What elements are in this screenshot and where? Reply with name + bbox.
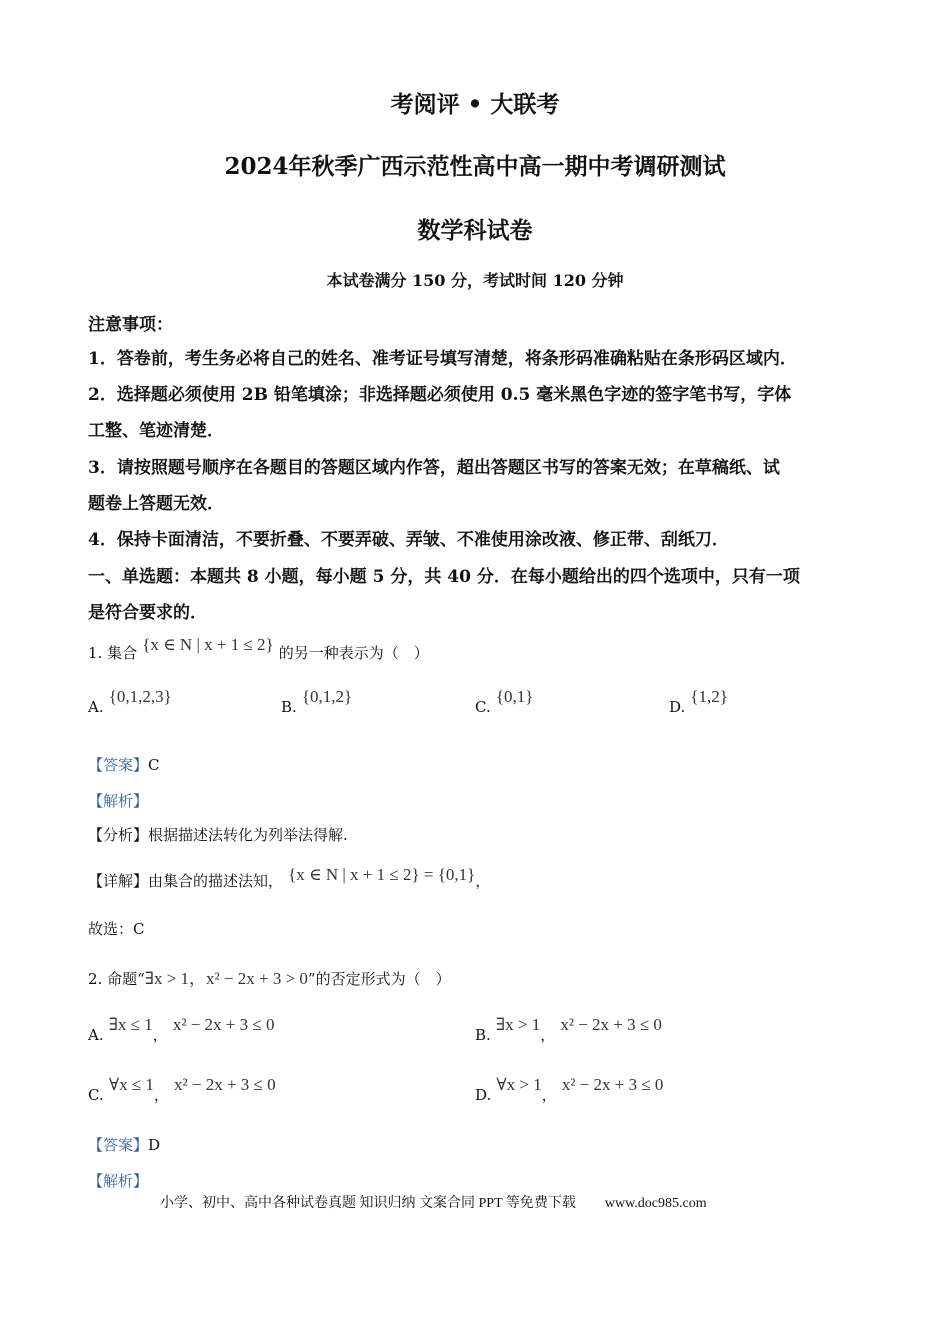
q1-option-a: A. {0,1,2,3} [88, 687, 172, 716]
q1-detail-math: {x ∈ N | x + 1 ≤ 2} = {0,1} [288, 865, 476, 884]
question-1 [88, 635, 429, 663]
section-heading-line2: 是符合要求的． [88, 603, 207, 623]
q1-suffix: 的另一种表示为（ ） [278, 644, 429, 662]
q1-option-a-math: {0,1,2,3} [108, 687, 172, 706]
q1-option-b: B. {0,1,2} [281, 687, 353, 716]
q2-analysis-tag: 【解析】 [88, 1172, 149, 1190]
q2-option-c: C. ∀x ≤ 1， x² − 2x + 3 ≤ 0 [88, 1075, 276, 1104]
q1-prefix: 1. 集合 [88, 644, 138, 662]
q1-option-c: C. {0,1} [475, 687, 534, 716]
q1-set-math: {x ∈ N | x + 1 ≤ 2} [142, 635, 274, 654]
q2-option-d: D. ∀x > 1， x² − 2x + 3 ≤ 0 [475, 1075, 664, 1104]
q1-detail: 【详解】由集合的描述法知， {x ∈ N | x + 1 ≤ 2} = {0,1}， [88, 865, 491, 890]
note-item-2a: 2．选择题必须使用 2B 铅笔填涂；非选择题必须使用 0.5 毫米黑色字迹的签字笔书写，字体 [88, 385, 792, 405]
footer-text: 小学、初中、高中各种试卷真题 知识归纳 文案合同 PPT 等免费下载 [160, 1196, 576, 1211]
question-2: 2. 命题“∃x > 1，x² − 2x + 3 > 0”的否定形式为（ ） [88, 969, 451, 988]
q1-analysis-tag: 【解析】 [88, 792, 149, 810]
q1-answer: 【答案】C [88, 756, 160, 774]
exam-subject-title: 数学科试卷 [417, 217, 533, 244]
q2-answer: 【答案】D [88, 1136, 161, 1154]
q2-proposition-math: ∃x > 1，x² − 2x + 3 > 0 [144, 969, 308, 988]
note-item-3a: 3．请按照题号顺序在各题目的答题区域内作答，超出答题区书写的答案无效；在草稿纸、试 [88, 458, 780, 478]
exam-brand-title: 考阅评 • 大联考 [390, 91, 560, 118]
q2-option-b: B. ∃x > 1， x² − 2x + 3 ≤ 0 [475, 1015, 662, 1044]
exam-main-title: 2024年秋季广西示范性高中高一期中考调研测试 [224, 153, 726, 180]
note-item-4: 4．保持卡面清洁，不要折叠、不要弄破、弄皱、不准使用涂改液、修正带、刮纸刀． [88, 530, 729, 550]
q1-fenxi: 【分析】根据描述法转化为列举法得解. [88, 826, 348, 844]
q1-conclusion: 故选：C [88, 920, 145, 938]
q2-option-a: A. ∃x ≤ 1， x² − 2x + 3 ≤ 0 [88, 1015, 275, 1044]
footer-url-link[interactable]: www.doc985.com [604, 1196, 707, 1211]
q1-option-c-math: {0,1} [495, 687, 534, 706]
page-footer [160, 1192, 707, 1212]
note-item-3b: 题卷上答题无效． [88, 494, 224, 514]
answer-tag: 【答案】 [88, 756, 149, 774]
q1-option-d: D. {1,2} [669, 687, 728, 716]
note-item-1: 1．答卷前，考生务必将自己的姓名、准考证号填写清楚，将条形码准确粘贴在条形码区域内． [88, 349, 797, 369]
q1-option-d-math: {1,2} [690, 687, 728, 706]
q1-option-b-math: {0,1,2} [301, 687, 353, 706]
exam-info: 本试卷满分 150 分，考试时间 120 分钟 [326, 271, 624, 290]
note-item-2b: 工整、笔迹清楚． [88, 421, 224, 441]
section-heading-line1: 一、单选题：本题共 8 小题，每小题 5 分，共 40 分．在每小题给出的四个选项中，只有一项 [88, 567, 800, 587]
notes-heading: 注意事项： [88, 315, 173, 335]
